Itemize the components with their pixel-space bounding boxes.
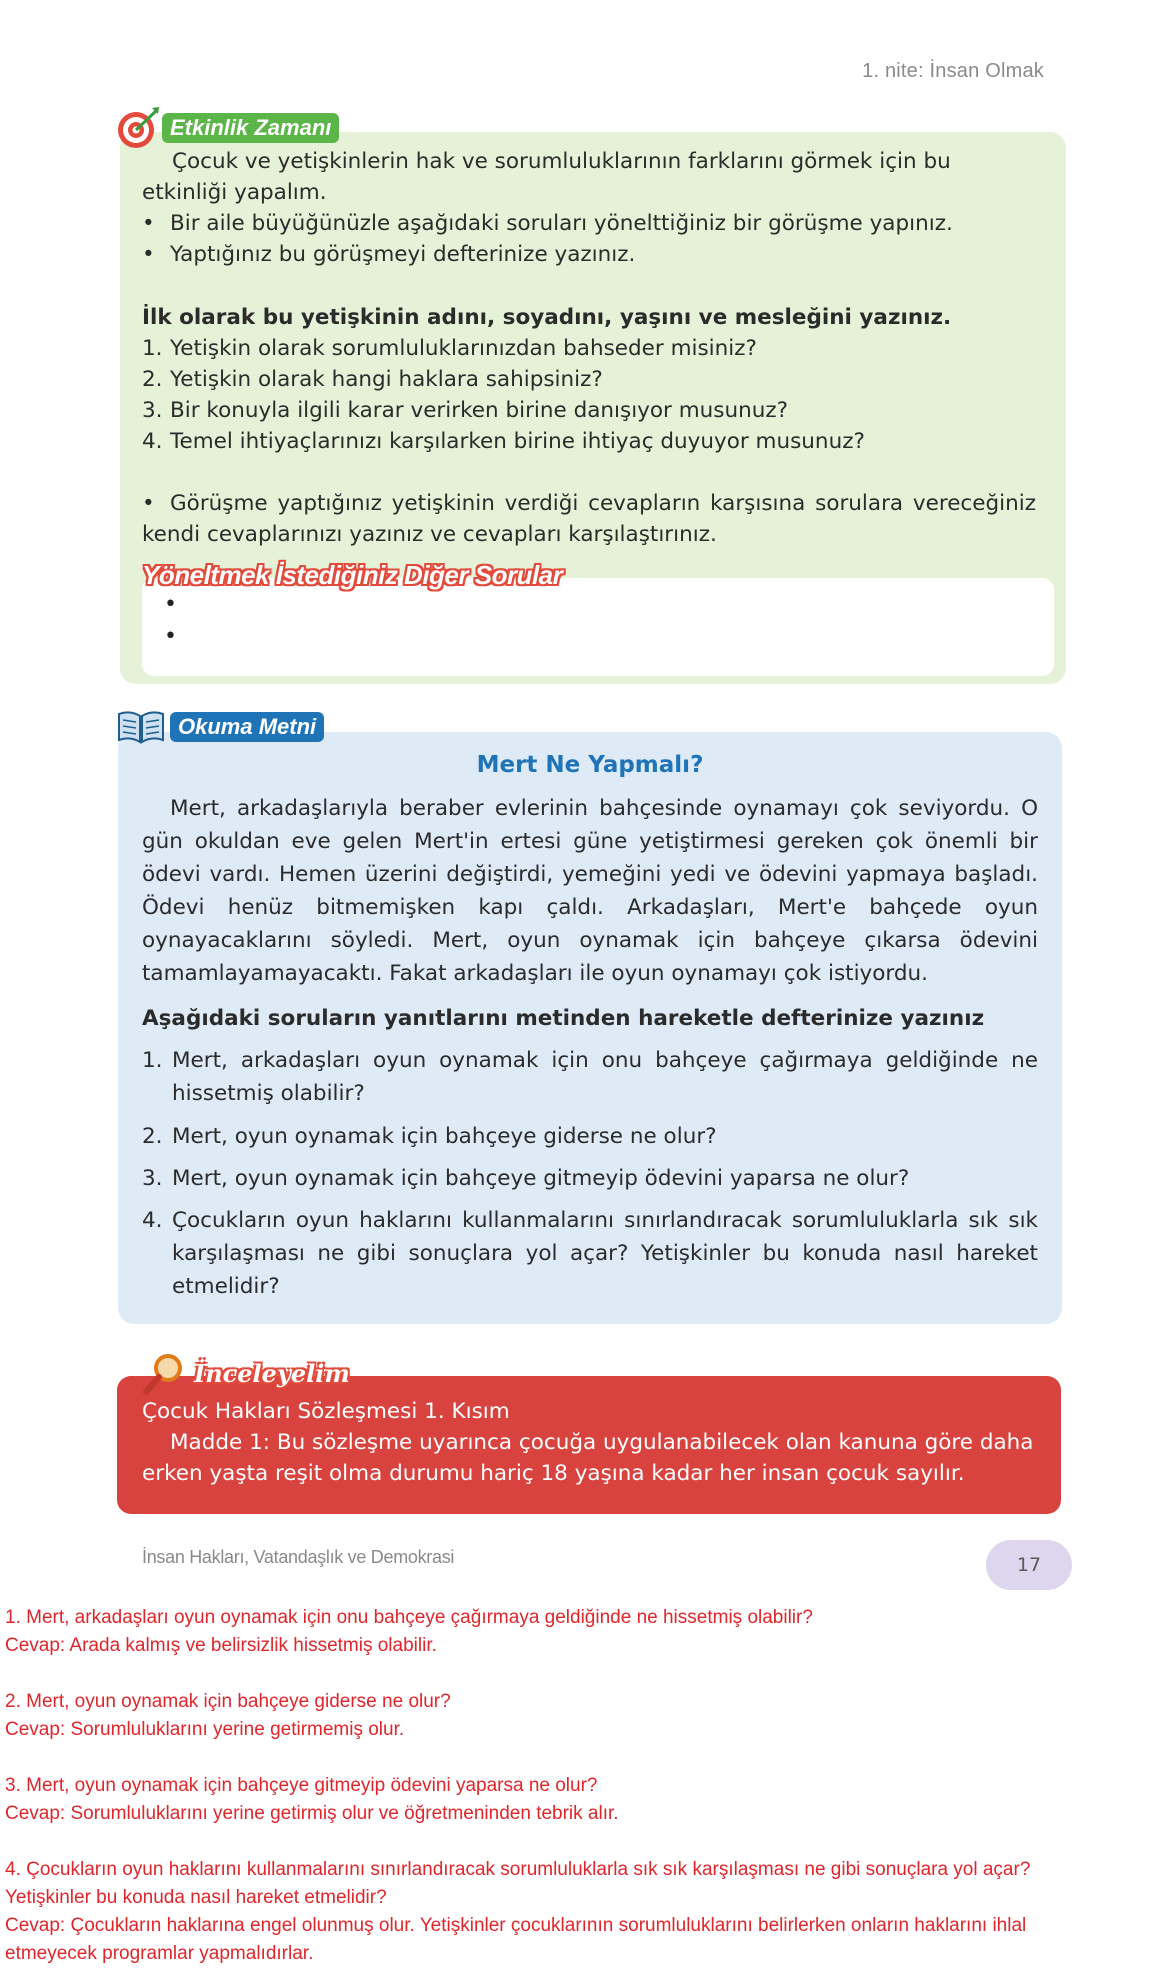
- answer-text: Cevap: Sorumluluklarını yerine getirmiş olur ve öğretmeninden tebrik alır.: [5, 1803, 619, 1824]
- answer-text: Cevap: Sorumluluklarını yerine getirmemiş olur.: [5, 1719, 405, 1740]
- interview-question: 3. Bir konuyla ilgili karar verirken birine danışıyor musunuz?: [142, 398, 789, 423]
- open-book-icon: [116, 708, 166, 746]
- examine-title: Çocuk Hakları Sözleşmesi 1. Kısım: [142, 1399, 510, 1424]
- reading-tag: [116, 708, 324, 746]
- answer-question: 1. Mert, arkadaşları oyun oynamak için onu bahçeye çağırmaya geldiğinde ne hissetmiş olabilir?: [5, 1607, 813, 1628]
- reading-question: 4. Çocukların oyun haklarını kullanmalarını sınırlandıracak sorumluluklarla sık sık karşılaşması ne gibi sonuçlara yol açar? Yetişkinler bu konuda nasıl hareket etmelidir?: [142, 1208, 1038, 1299]
- other-questions-title: Yöneltmek İstediğiniz Diğer Sorular: [142, 560, 563, 590]
- empty-bullet: •: [164, 592, 177, 617]
- instruction-item: • Yaptığınız bu görüşmeyi defterinize yazınız.: [142, 242, 636, 267]
- answer-question: 4. Çocukların oyun haklarını kullanmalarını sınırlandıracak sorumluluklarla sık sık karşılaşması ne gibi sonuçlara yol açar?: [5, 1859, 1031, 1880]
- examine-tag: [142, 1352, 358, 1396]
- target-icon: [116, 106, 160, 150]
- instruction-item: • Bir aile büyüğünüzle aşağıdaki soruları yönelttiğiniz bir görüşme yapınız.: [142, 211, 953, 236]
- reading-question: 1. Mert, arkadaşları oyun oynamak için onu bahçeye çağırmaya geldiğinde ne hissetmiş olabilir?: [142, 1048, 1038, 1106]
- answer-question: 2. Mert, oyun oynamak için bahçeye giderse ne olur?: [5, 1691, 451, 1712]
- activity-intro: Çocuk ve yetişkinlerin hak ve sorumluluklarının farklarını görmek için bu etkinliği yapalım.: [142, 149, 951, 205]
- empty-bullet: •: [164, 624, 177, 649]
- answer-text: etmeyecek programlar yapmalıdırlar.: [5, 1943, 314, 1964]
- activity-tag-label: Etkinlik Zamanı: [162, 113, 339, 143]
- interview-question: 4. Temel ihtiyaçlarınızı karşılarken birine ihtiyaç duyuyor musunuz?: [142, 429, 865, 454]
- interview-question: 2. Yetişkin olarak hangi haklara sahipsiniz?: [142, 367, 603, 392]
- reading-paragraph: Mert, arkadaşlarıyla beraber evlerinin bahçesinde oynamayı çok seviyordu. O gün okuldan eve gelen Mert'in ertesi güne yetiştirmesi gereken çok önemli bir ödevi vardı. Hemen üzerini değiştirdi, yemeğini yedi ve ödevini yapmaya başladı. Ödevi henüz bitmemişken kapı çaldı. Arkadaşları, Mert'e bahçede oyun oynayacaklarını söyledi. Mert, oyun oynamak için bahçeye çıkarsa ödevini tamamlayamayacaktı. Fakat arkadaşları ile oyun oynamayı çok istiyordu.: [142, 796, 1038, 986]
- compare-instruction: • Görüşme yaptığınız yetişkinin verdiği cevapların karşısına sorulara vereceğiniz kendi cevaplarınızı yazınız ve cevapları karşılaştırınız.: [142, 491, 1036, 547]
- book-title: İnsan Hakları, Vatandaşlık ve Demokrasi: [142, 1547, 455, 1567]
- unit-header: 1. nite: İnsan Olmak: [862, 60, 1044, 82]
- interview-question: 1. Yetişkin olarak sorumluluklarınızdan bahseder misiniz?: [142, 336, 757, 361]
- answer-text: Cevap: Arada kalmış ve belirsizlik hissetmiş olabilir.: [5, 1635, 437, 1656]
- examine-text: Madde 1: Bu sözleşme uyarınca çocuğa uygulanabilecek olan kanuna göre daha erken yaşta reşit olma durumu hariç 18 yaşına kadar her insan çocuk sayılır.: [142, 1430, 1034, 1486]
- page-number: 17: [986, 1540, 1072, 1590]
- answer-text: Cevap: Çocukların haklarına engel olunmuş olur. Yetişkinler çocuklarının sorumluluklarını belirlerken onların haklarını ihlal: [5, 1915, 1027, 1936]
- answer-question: 3. Mert, oyun oynamak için bahçeye gitmeyip ödevini yaparsa ne olur?: [5, 1775, 598, 1796]
- reading-question: 3. Mert, oyun oynamak için bahçeye gitmeyip ödevini yaparsa ne olur?: [142, 1166, 910, 1191]
- activity-bold-line: İlk olarak bu yetişkinin adını, soyadını, yaşını ve mesleğini yazınız.: [142, 305, 952, 330]
- reading-title: Mert Ne Yapmalı?: [476, 752, 704, 778]
- reading-question: 2. Mert, oyun oynamak için bahçeye giderse ne olur?: [142, 1124, 717, 1149]
- examine-tag-label: İnceleyelim: [194, 1359, 350, 1388]
- activity-tag: [116, 106, 339, 150]
- magnifier-icon: [142, 1352, 186, 1396]
- reading-instruction: Aşağıdaki soruların yanıtlarını metinden hareketle defterinize yazınız: [142, 1006, 985, 1031]
- reading-tag-label: Okuma Metni: [170, 712, 324, 742]
- answer-question: Yetişkinler bu konuda nasıl hareket etmelidir?: [5, 1887, 387, 1908]
- other-questions-card: [142, 578, 1054, 676]
